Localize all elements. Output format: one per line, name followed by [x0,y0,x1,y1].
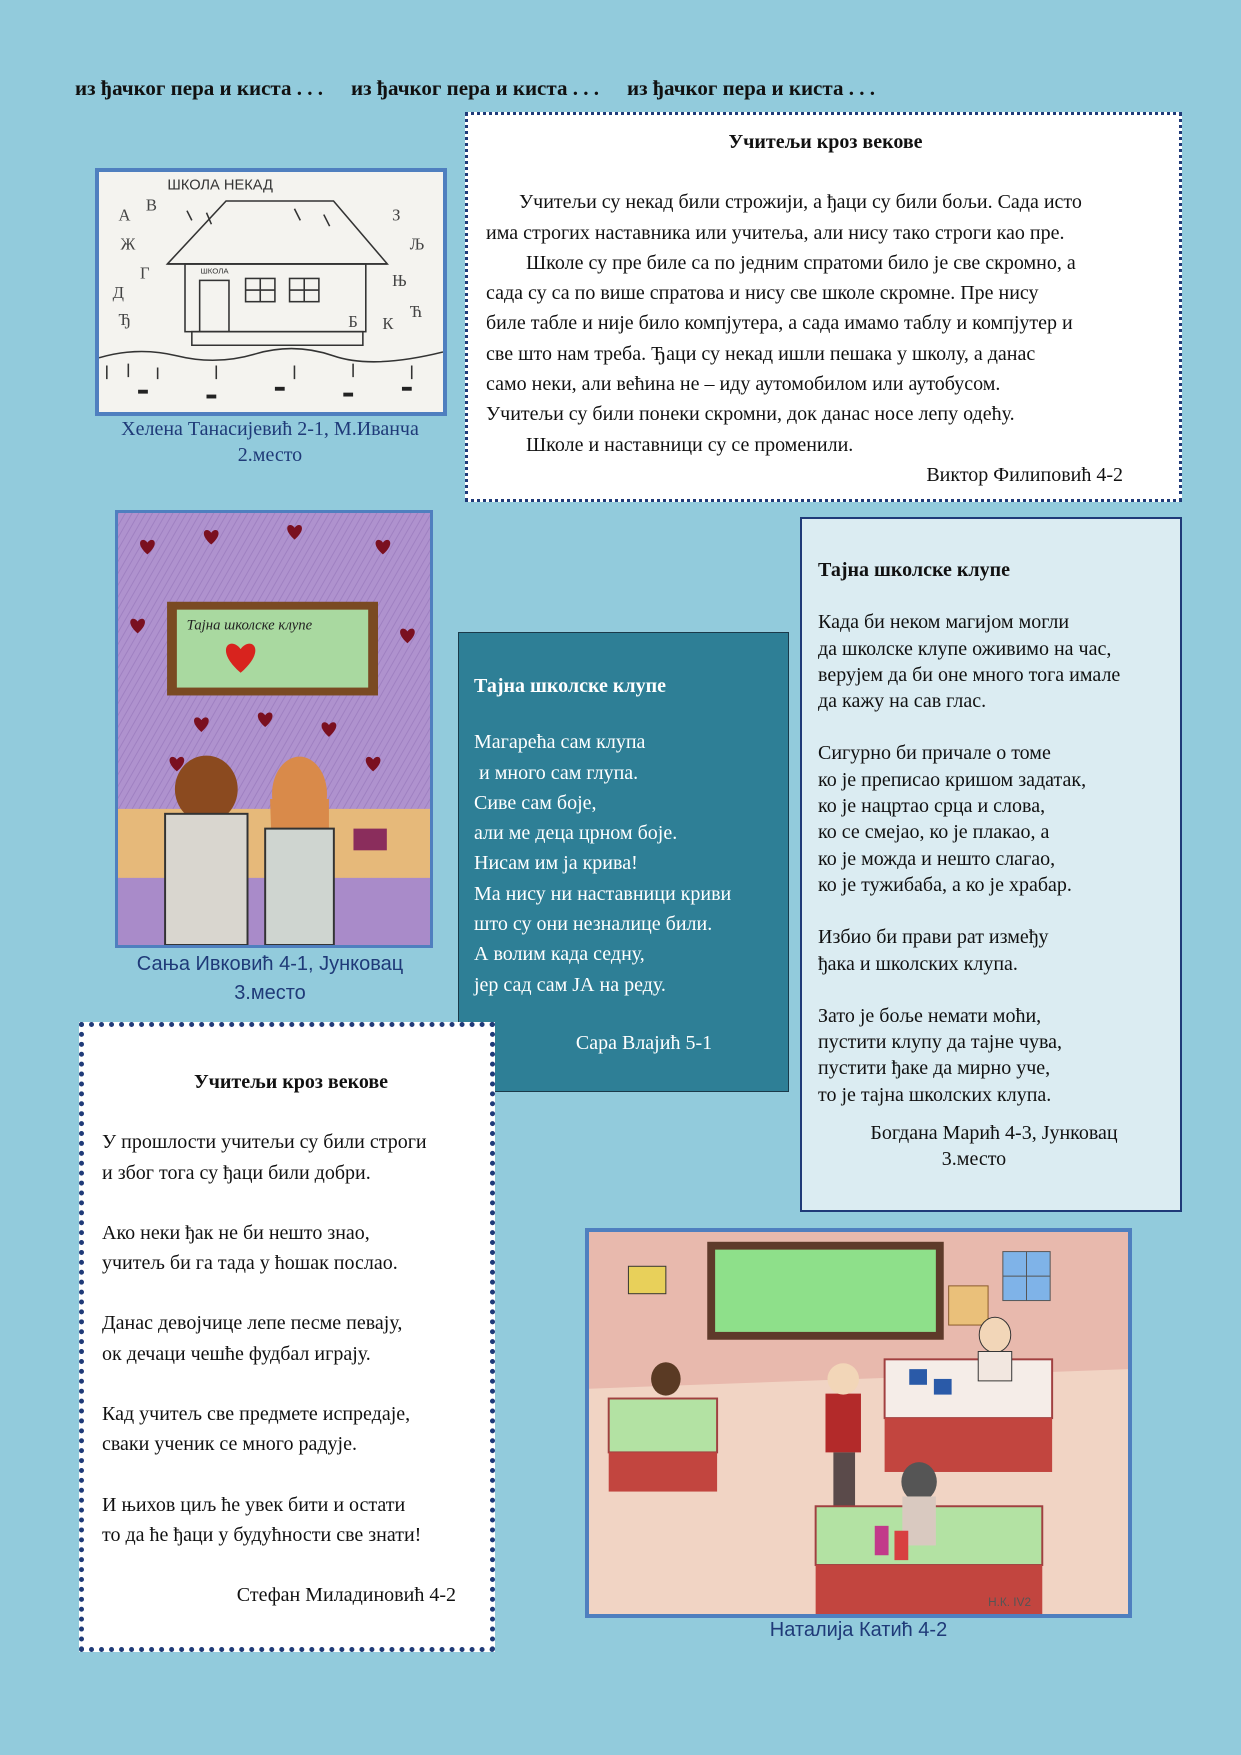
poem-teachers-through-ages [79,1022,495,1652]
box2-line: и много сам глупа. [474,761,639,784]
header-text-2: из ђачког пера и киста . . . [350,76,599,100]
box3-line: ђака и школских клупа. [818,952,1018,975]
box2-line: што су они незналице били. [474,913,713,936]
svg-text:А: А [118,205,131,225]
svg-text:Ж: Ж [120,234,136,254]
box2-line: Магарећа сам клупа [474,731,646,754]
svg-text:З: З [392,205,401,225]
box3-line: пустити ђаке да мирно уче, [818,1057,1051,1080]
page-header [75,76,1175,101]
box2-line: Ма нису ни наставници криви [474,882,732,905]
svg-text:Б: Б [348,311,358,331]
box1-line: све што нам треба. Ђаци су некад ишли пешака у школу, а данас [486,342,1036,365]
box1-line: Школе су пре биле са по једним спратоми било је све скромно, а [526,251,1076,274]
drawing1-author: Хелена Танасијевић 2-1, М.Иванча [121,418,419,440]
box1-line: Школе и наставници су се променили. [526,433,854,456]
box1-line: Учитељи су некад били строжији, а ђаци су били бољи. Сада исто [519,191,1082,214]
box3-line: верујем да би оне много тога имале [818,663,1121,686]
drawing1-caption [85,416,455,468]
box2-line: А волим када седну, [474,943,645,966]
box3-line: пустити клупу да тајне чува, [818,1031,1063,1054]
drawing1-sign-text: ШКОЛА НЕКАД [167,177,273,194]
drawing2-place: 3.место [234,982,306,1004]
box3-line: ко је можда и нешто слагао, [818,847,1056,870]
poem-bench-secret-sara [458,632,789,1092]
bench-secret-illustration [118,513,430,945]
box3-author-place: 3.место [941,1148,1007,1171]
box2-line: али ме деца црном боје. [474,822,678,845]
box3-line: да кажу на сав глас. [818,690,987,713]
box1-author: Виктор Филиповић 4-2 [926,463,1123,486]
box2-line: Сиве сам боје, [474,791,597,814]
classroom-illustration [589,1232,1128,1614]
box1-line: има строгих наставника или учитеља, али нису тако строги као пре. [486,221,1065,244]
old-school-illustration [99,172,443,412]
box1-title: Учитељи кроз векове [728,131,923,153]
box4-author: Стефан Миладиновић 4-2 [236,1584,456,1607]
story-teachers-through-ages [465,112,1182,502]
box3-line: Сигурно би причале о томе [818,742,1051,765]
box4-line: сваки ученик се много радује. [102,1433,357,1456]
box4-line: Данас девојчице лепе песме певају, [102,1312,403,1335]
box3-line: то је тајна школских клупа. [818,1083,1052,1106]
box4-line: и због тога су ђаци били добри. [102,1161,371,1184]
box3-line: ко је преписао кришом задатак, [818,768,1087,791]
drawing-classroom [585,1228,1132,1618]
box4-line: И њихов циљ ће увек бити и остати [102,1493,406,1516]
svg-text:Д: Д [112,282,125,302]
box3-line: ко је тужибаба, а ко је храбар. [818,873,1072,896]
box1-line: Учитељи су били понеки скромни, док данас носе лепу одећу. [486,403,1015,426]
drawing2-author: Сања Ивковић 4-1, Јунковац [136,953,404,975]
box4-line: Кад учитељ све предмете испредаје, [102,1403,411,1426]
drawing1-door-text: ШКОЛА [200,266,229,276]
svg-text:Ђ: Ђ [118,309,132,329]
box2-line: јер сад сам ЈА на реду. [474,973,666,996]
drawing3-caption: Наталија Катић 4-2 [769,1619,948,1641]
box1-line: биле табле и није било компјутера, а сада имамо таблу и компјутер и [486,312,1073,335]
poem-bench-secret-bogdana [800,517,1182,1212]
box3-line: Зато је боље немати моћи, [818,1004,1042,1027]
header-text-1: из ђачког пера и киста . . . [75,76,323,100]
box1-line: само неки, али већина не – иду аутомобилом или аутобусом. [486,373,1001,396]
box3-line: да школске клупе оживимо на час, [818,637,1112,660]
svg-text:К: К [382,313,394,333]
box2-title: Тајна школске клупе [474,675,667,697]
box3-author [818,1120,1170,1173]
header-text-3: из ђачког пера и киста . . . [626,76,875,100]
svg-text:Њ: Њ [392,271,407,291]
svg-text:Ћ: Ћ [409,302,423,322]
box3-author-name: Богдана Марић 4-3, Јунковац [870,1122,1118,1145]
svg-text:Љ: Љ [409,234,425,254]
box3-line: ко се смејао, ко је плакао, а [818,821,1050,844]
drawing3-signature: Н.К. IV2 [988,1596,1032,1610]
box2-author: Сара Влајић 5-1 [575,1031,713,1054]
svg-text:В: В [145,195,157,215]
drawing1-place: 2.место [237,444,303,466]
drawing2-caption [100,950,440,1008]
box3-line: ко је нацртао срца и слова, [818,795,1046,818]
box3-title: Тајна школске клупе [818,559,1011,581]
box4-line: У прошлости учитељи су били строги [102,1131,427,1154]
box4-line: учитељ би га тада у ћошак послао. [102,1252,398,1275]
box4-title: Учитељи кроз векове [193,1071,389,1093]
drawing-school-bench-secret [115,510,433,948]
drawing-old-school [95,168,447,416]
drawing2-board-text: Тајна школске клупе [186,617,313,634]
box4-line: ок дечаци чешће фудбал играју. [102,1342,371,1365]
box3-line: Избио би прави рат између [818,926,1049,949]
box2-line: Нисам им ја крива! [474,852,638,875]
box3-line: Када би неком магијом могли [818,611,1070,634]
svg-text:Г: Г [140,263,150,283]
box4-line: Ако неки ђак не би нешто знао, [102,1221,370,1244]
box4-line: то да ће ђаци у будућности све знати! [102,1523,422,1546]
box1-line: сада су са по више спратова и нису све школе скромне. Пре нису [486,282,1039,305]
